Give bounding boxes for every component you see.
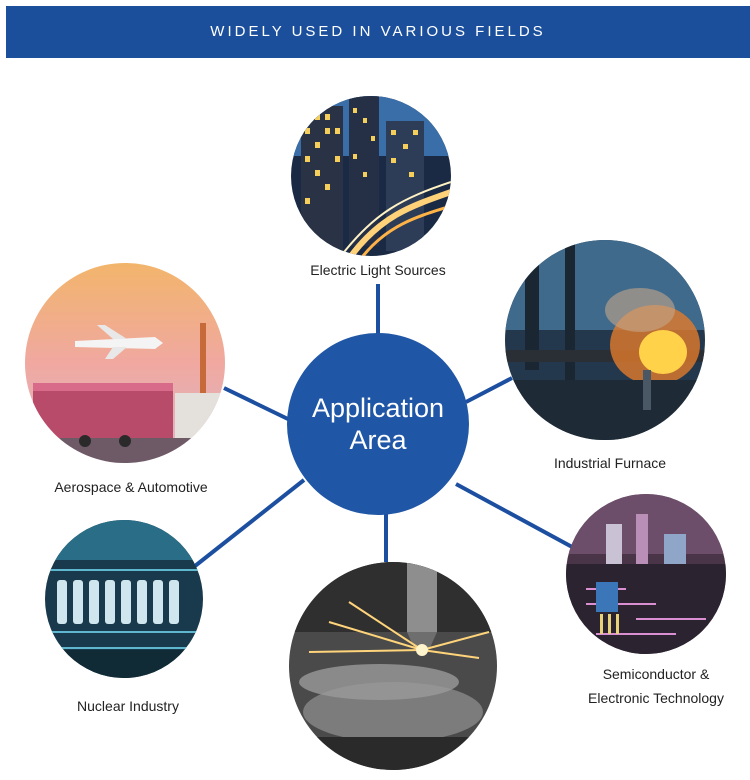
cargo-plane-icon (25, 263, 225, 463)
header-title: WIDELY USED IN VARIOUS FIELDS (210, 23, 546, 40)
industrial-furnace-label: Industrial Furnace (553, 455, 667, 471)
circuit-board-icon (566, 494, 726, 654)
semiconductor-label-line1: Semiconductor & (602, 666, 710, 682)
nuclear-industry-image (45, 520, 203, 678)
connector-furnace (466, 378, 512, 402)
semiconductor-label-line2: Electronic Technology (588, 690, 724, 706)
furnace-icon (505, 240, 705, 440)
semiconductor-image (566, 494, 726, 654)
electric-light-sources-image (291, 96, 451, 256)
nuclear-industry-label: Nuclear Industry (77, 698, 179, 714)
hub-title-line1: Application (311, 393, 445, 423)
laser-cutting-icon (289, 562, 497, 770)
city-night-icon (291, 96, 451, 256)
aerospace-automotive-image (25, 263, 225, 463)
laser-cutting-image (289, 562, 497, 770)
hub-title-line2: Area (349, 425, 407, 455)
electric-light-sources-label: Electric Light Sources (310, 262, 446, 278)
reactor-icon (45, 520, 203, 678)
industrial-furnace-image (505, 240, 705, 440)
connector-aerospace (224, 388, 290, 420)
connector-semiconductor (456, 484, 574, 548)
application-area-hub (287, 333, 469, 515)
aerospace-automotive-label: Aerospace & Automotive (54, 479, 208, 495)
